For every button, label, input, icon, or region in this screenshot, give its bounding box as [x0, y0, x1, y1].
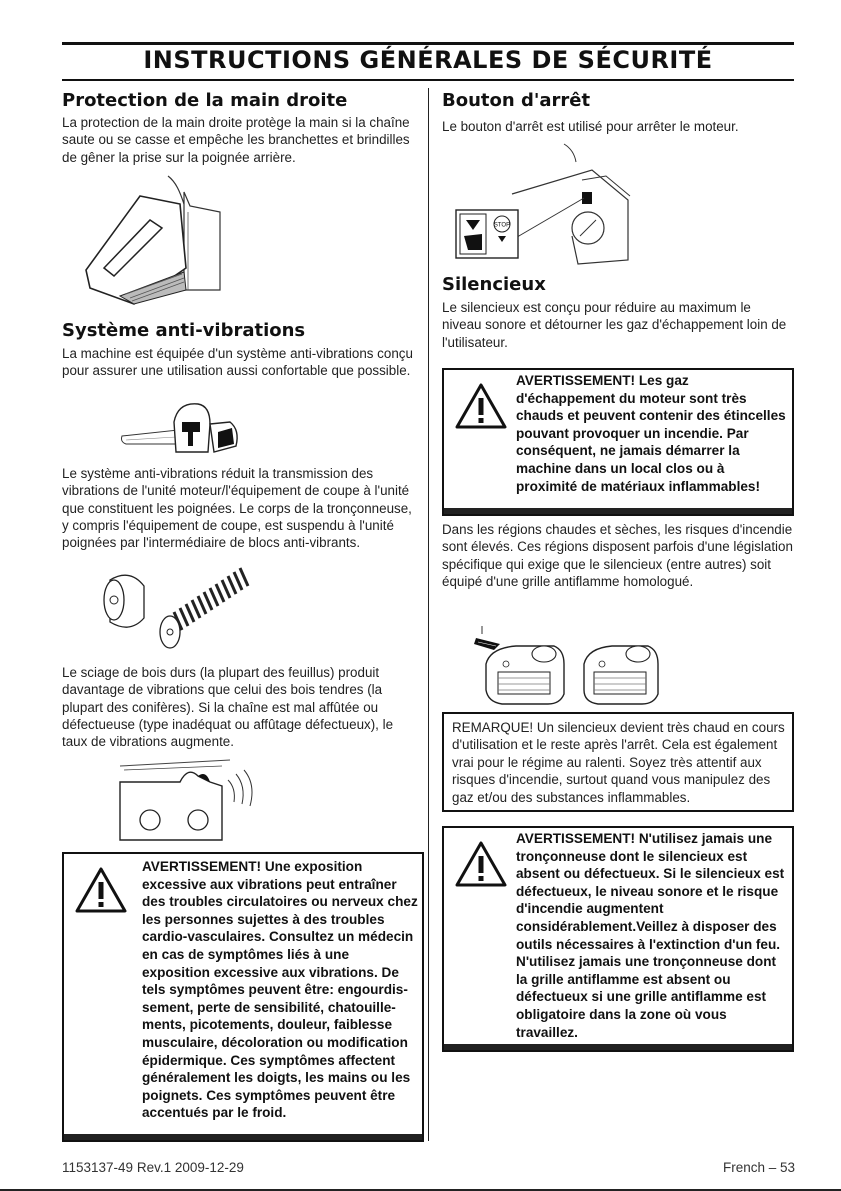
- vibration-warning-box: [62, 852, 424, 1142]
- document-id: 1153137-49 Rev.1 2009-12-29: [62, 1160, 244, 1175]
- stop-switch-text: Le bouton d'arrêt est utilisé pour arrêter le moteur.: [442, 119, 739, 134]
- muffler-illustration: [472, 624, 672, 708]
- stop-switch-heading: Bouton d'arrêt: [442, 90, 591, 111]
- chainsaw-illustration: [118, 396, 242, 458]
- muffler-note-text: REMARQUE! Un silencieux devient très chaud en cours d'utilisation et le reste après l'arrêt. Cela est également vrai pour le régime au ralenti. Soyez très attentif aux risques d'incendie, surtout quand vous manipulez des gaz et/ou des substances inflammables.: [452, 720, 785, 805]
- warning-triangle-icon: [74, 866, 128, 914]
- header-bottom-rule: [62, 79, 794, 81]
- muffler-text-2: Dans les régions chaudes et sèches, les risques d'incendie sont élevés. Ces régions disposent parfois d'une législation spécifique qui exige que le silencieux (entre autres) soit équipé d'une grille antiflamme homologué.: [442, 522, 793, 589]
- hand-guard-heading: Protection de la main droite: [62, 90, 348, 111]
- muffler-defect-warning-box: [442, 826, 794, 1052]
- stop-icon-label: STOP: [493, 222, 511, 229]
- anti-vibration-text-2: Le système anti-vibrations réduit la transmission des vibrations de l'unité moteur/l'équipement de coupe à l'unité que constituent les poignées. Le corps de la tronçonneuse, y compris l'équipement de coupe, est suspendu à l'unité poignées par l'intermédiaire de blocs anti-vibrants.: [62, 466, 412, 551]
- hand-guard-text: La protection de la main droite protège la main si la chaîne saute ou se casse et empêche les branchettes et brindilles de gêner la prise sur la poignée arrière.: [62, 115, 410, 165]
- anti-vibration-text-3: Le sciage de bois durs (la plupart des feuillus) produit davantage de vibrations que celui des bois tendres (la plupart des conifères). Si la chaîne est mal affûtée ou défectueuse (type inadéquat ou affûtage défectueux), le taux de vibrations augmente.: [62, 665, 394, 750]
- warning-triangle-icon: [454, 840, 508, 888]
- warning-triangle-icon: [454, 382, 508, 430]
- warning-bottom-band: [64, 1134, 422, 1140]
- muffler-defect-warning-text: AVERTISSEMENT! N'utilisez jamais une tronçonneuse dont le silencieux est absent ou défectueux. Si le silencieux est défectueux, le niveau sonore et le risque d'incendie augmentent considérablement.Veillez à disposer des outils nécessaires à l'extinction d'un feu. N'utilisez jamais une tronçonneuse dont la grille antiflamme est absent ou défectueux si une grille antiflamme est obligatoire dans la zone où vous travaillez.: [516, 831, 785, 1040]
- page-number: French – 53: [722, 1160, 795, 1175]
- muffler-text-1: Le silencieux est conçu pour réduire au maximum le niveau sonore et détourner les gaz d'échappement loin de l'utilisateur.: [442, 300, 787, 350]
- exhaust-warning-text: AVERTISSEMENT! Les gaz d'échappement du moteur sont très chauds et peuvent contenir des étincelles pouvant provoquer un incendie. Par conséquent, ne jamais démarrer la machine dans un local clos ou à proximité de matériaux inflammables!: [516, 373, 786, 494]
- exhaust-warning-box: [442, 368, 794, 516]
- muffler-heading: Silencieux: [442, 274, 546, 295]
- warning-bottom-band: [444, 1044, 792, 1050]
- page-title: INSTRUCTIONS GÉNÉRALES DE SÉCURITÉ: [143, 46, 713, 74]
- hand-guard-illustration: [80, 172, 230, 308]
- column-divider: [428, 88, 429, 1141]
- anti-vibration-heading: Système anti-vibrations: [62, 320, 306, 341]
- chain-illustration: [110, 756, 260, 848]
- stop-switch-illustration: [452, 140, 642, 266]
- vibration-warning-text: AVERTISSEMENT! Une exposition excessive aux vibrations peut entraîner des troubles circulatoires ou nerveux chez les personnes sujettes à des troubles cardio-vasculaires. Consultez un médecin en cas de symptômes liés à une exposition excessive aux vibrations. De tels symptômes peuvent être: engourdis-sement, perte de sensibilité, chatouille-ments, picotements, douleur, faiblesse musculaire, décoloration ou modification épidermique. Ces symptômes affectent généralement les doigts, les mains ou les poignets. Ces symptômes peuvent être accentués par le froid.: [142, 859, 418, 1121]
- header-top-rule: [62, 42, 794, 45]
- damper-illustration: [96, 560, 266, 652]
- anti-vibration-text-1: La machine est équipée d'un système anti-vibrations conçu pour assurer une utilisation aussi confortable que possible.: [62, 346, 413, 379]
- warning-bottom-band: [444, 508, 792, 514]
- muffler-note-box: [442, 712, 794, 812]
